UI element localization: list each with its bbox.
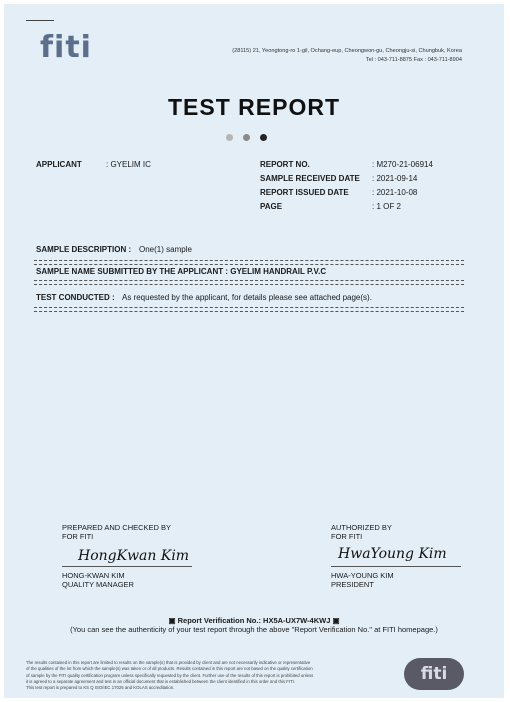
divider — [34, 307, 464, 312]
disclaimer-line: of the qualities of the lot from which the sample(s) was taken or of all products. Results contained in this report are not based on the quality certification — [26, 666, 313, 672]
fiti-seal-logo: fiti — [404, 658, 464, 690]
title-dots — [226, 128, 277, 146]
prepared-role: QUALITY MANAGER — [62, 580, 134, 589]
authorized-heading-line: AUTHORIZED BY — [331, 523, 392, 532]
dot-1 — [226, 134, 233, 141]
verification-box — [24, 616, 484, 634]
phone-line: Tel : 043-711-8875 Fax : 043-711-8904 — [365, 57, 462, 63]
authorized-name: HWA-YOUNG KIM — [331, 571, 394, 580]
report-title: TEST REPORT — [167, 94, 340, 120]
authorized-role: PRESIDENT — [331, 580, 374, 589]
divider — [34, 260, 464, 265]
signature-line — [62, 566, 192, 567]
signature-line — [331, 566, 461, 567]
footer-disclaimer — [26, 660, 386, 691]
address-line: (28115) 21, Yeongtong-ro 1-gil, Ochang-eup, Cheongwon-gu, Cheongju-si, Chungbuk, Korea — [232, 48, 462, 54]
verification-note: (You can see the authenticity of your test report through the above "Report Verification No." at FITI homepage.) — [70, 625, 438, 634]
report-page — [4, 4, 504, 698]
sample-name: SAMPLE NAME SUBMITTED BY THE APPLICANT : GYELIM HANDRAIL P.V.C — [36, 267, 327, 276]
received-date-value: : 2021-09-14 — [372, 174, 418, 183]
dot-3 — [260, 134, 267, 141]
prepared-signer — [62, 571, 134, 589]
test-conducted-label: TEST CONDUCTED : — [36, 293, 115, 302]
prepared-signature: HongKwan Kim — [78, 548, 190, 564]
authorized-for-line: FOR FITI — [331, 532, 363, 541]
prepared-for-line: FOR FITI — [62, 532, 94, 541]
disclaimer-line: The results contained in this report are limited to results on the sample(s) that is provided by client and are not necessarily indicative or representative — [26, 660, 311, 665]
received-date-label: SAMPLE RECEIVED DATE — [260, 174, 360, 183]
applicant-label: APPLICANT — [36, 160, 82, 169]
verification-number: ▣ Report Verification No.: HX5A-UX7W-4KWJ ▣ — [168, 616, 340, 625]
test-conducted-value: As requested by the applicant, for details please see attached page(s). — [122, 293, 372, 302]
authorized-signature: HwaYoung Kim — [338, 546, 447, 562]
disclaimer-line: This test report is prepared to KS Q ISO/IEC 17025 and KOLAS accreditation. — [26, 685, 175, 691]
issued-date-value: : 2021-10-08 — [372, 188, 418, 197]
sample-description-value: One(1) sample — [139, 245, 192, 254]
page-label: PAGE — [260, 202, 283, 211]
company-address — [232, 47, 462, 65]
corner-mark — [26, 20, 54, 21]
issued-date-label: REPORT ISSUED DATE — [260, 188, 349, 197]
applicant-value: : GYELIM IC — [106, 160, 151, 169]
disclaimer-line: it is agreed to a separate agreement and test in an official document that is established between the client identified in this order and this FITI. — [26, 678, 296, 684]
page-value: : 1 OF 2 — [372, 202, 401, 211]
disclaimer-line: of sample by the FITI quality certification program unless specifically requested by the client. Further use of the results of this report is prohibited unless — [26, 672, 314, 678]
prepared-name: HONG-KWAN KIM — [62, 571, 125, 580]
report-no-label: REPORT NO. — [260, 160, 310, 169]
fiti-logo: fiti — [40, 30, 92, 65]
prepared-heading-line: PREPARED AND CHECKED BY — [62, 523, 172, 532]
authorized-heading — [331, 523, 392, 541]
prepared-heading — [62, 523, 171, 541]
divider — [34, 280, 464, 285]
report-no-value: : M270-21-06914 — [372, 160, 433, 169]
sample-description-label: SAMPLE DESCRIPTION : — [36, 245, 132, 254]
authorized-signer — [331, 571, 394, 589]
dot-2 — [243, 134, 250, 141]
